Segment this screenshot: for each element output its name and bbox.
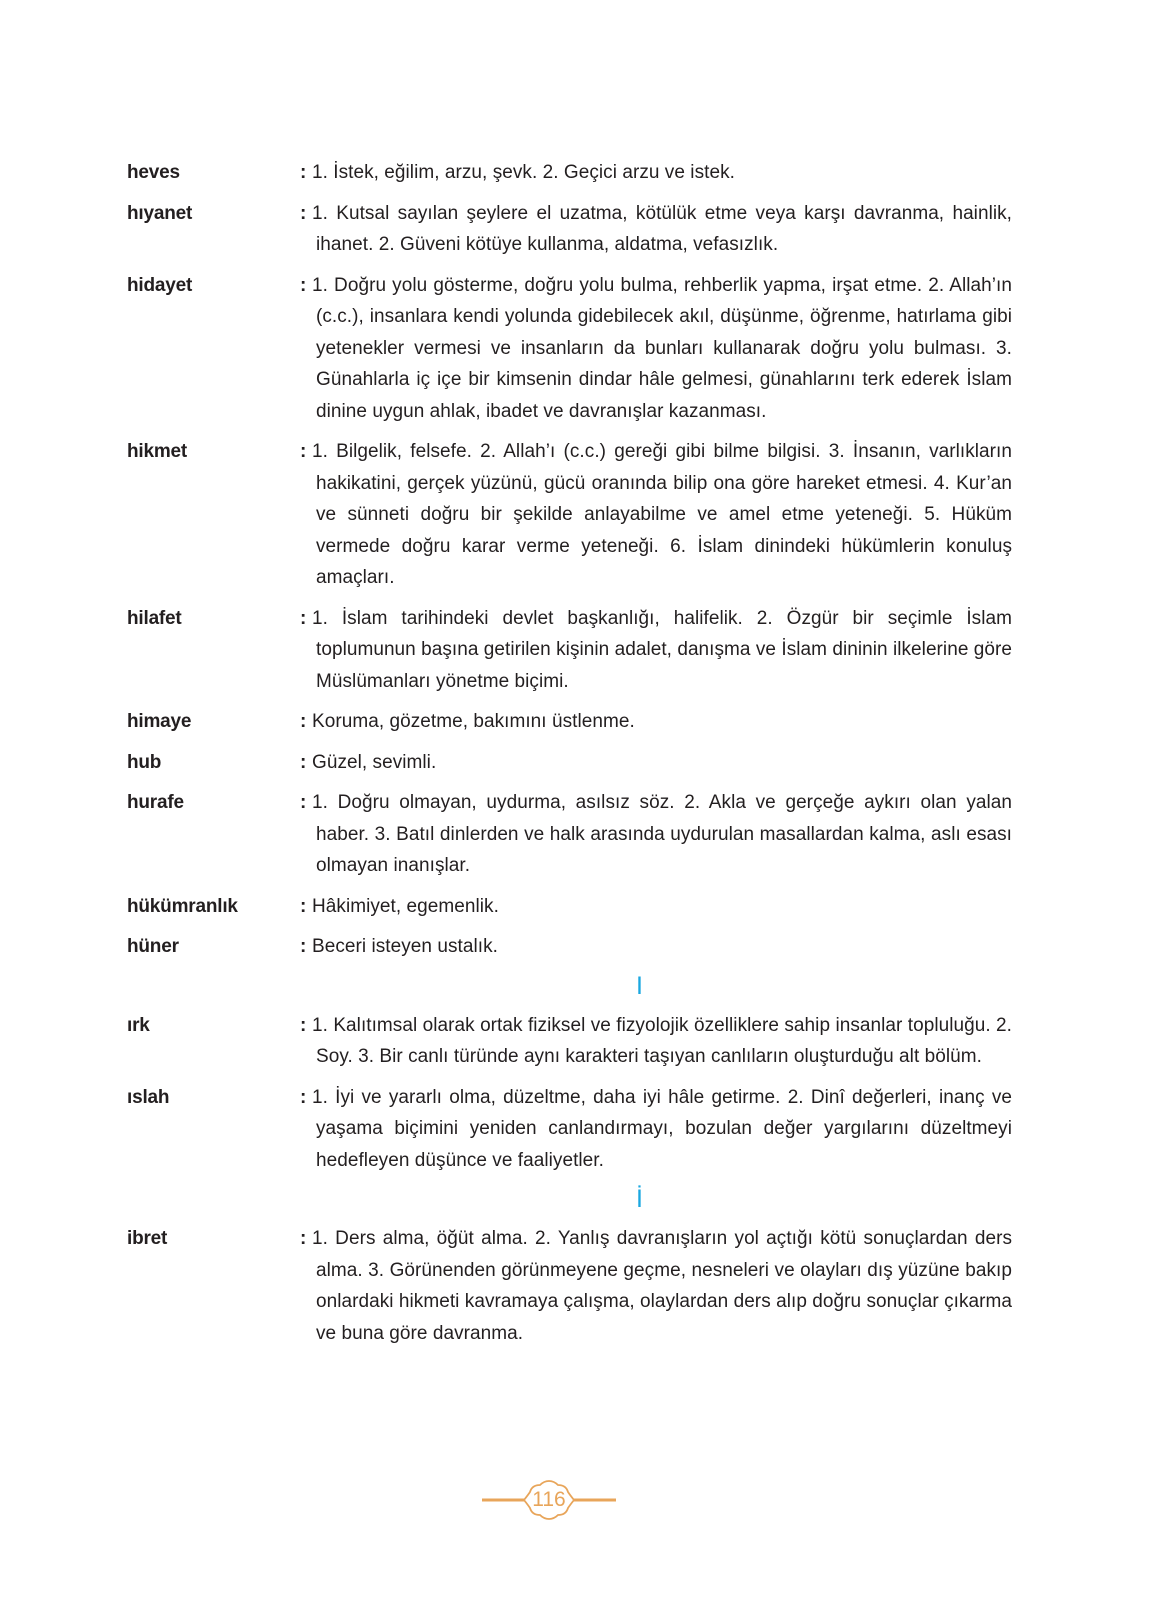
glossary-entry	[127, 1223, 1012, 1349]
entry-term: hilafet	[127, 607, 182, 629]
entry-term: hub	[127, 751, 162, 773]
entry-definition: 1. Bilgelik, felsefe. 2. Allah’ı (c.c.) gereği gibi bilme bilgisi. 3. İnsanın, varlıkların hakikatini, gerçek yüzünü, gücü oranında bilip ona göre hareket etmesi. 4. Kur’an ve sünneti doğru bir şekilde anlayabilme ve amel etme yeteneği. 5. Hüküm vermede doğru karar verme yeteneği. 6. İslam dinindeki hükümlerin konuluş amaçları.	[312, 441, 1012, 588]
entry-term: hurafe	[127, 792, 184, 813]
entry-definition: Beceri isteyen ustalık.	[312, 936, 498, 957]
glossary-entry	[127, 787, 1012, 882]
entry-separator: :	[300, 711, 307, 732]
glossary-entry	[127, 270, 1012, 428]
glossary-entry	[127, 747, 1012, 779]
glossary-entry	[127, 157, 1012, 189]
entry-separator: :	[300, 936, 307, 957]
glossary-entry	[127, 931, 1012, 963]
entry-separator: :	[300, 162, 307, 183]
entry-term: ıslah	[127, 1086, 170, 1108]
glossary-entry	[127, 198, 1012, 261]
glossary-entry	[127, 891, 1012, 923]
glossary-entry	[127, 706, 1012, 738]
entry-separator: :	[300, 1086, 307, 1108]
glossary-entry	[127, 1082, 1012, 1177]
glossary-entry	[127, 603, 1012, 698]
letter-heading: İ	[636, 1185, 643, 1213]
entry-term: heves	[127, 162, 180, 183]
entry-term: ırk	[127, 1014, 150, 1036]
entry-definition: 1. Kalıtımsal olarak ortak fiziksel ve fizyolojik özelliklere sahip insanlar topluluğu. 2. Soy. 3. Bir canlı türünde aynı karakteri taşıyan canlıların oluşturduğu alt bölüm.	[312, 1014, 1012, 1067]
letter-heading: I	[636, 971, 643, 1000]
entry-separator: :	[300, 895, 307, 917]
entry-definition: 1. Doğru olmayan, uydurma, asılsız söz. 2. Akla ve gerçeğe aykırı olan yalan haber. 3. Batıl dinlerden ve halk arasında uydurulan masallardan kalma, aslı esası olmayan inanışlar.	[312, 792, 1012, 876]
entry-separator: :	[300, 202, 307, 224]
entry-separator: :	[300, 792, 307, 813]
glossary-entry	[127, 1010, 1012, 1073]
entry-separator: :	[300, 751, 307, 773]
entry-definition: 1. İstek, eğilim, arzu, şevk. 2. Geçici arzu ve istek.	[312, 162, 735, 183]
entry-separator: :	[300, 441, 307, 462]
entry-separator: :	[300, 607, 307, 629]
entry-definition: 1. Doğru yolu gösterme, doğru yolu bulma, rehberlik yapma, irşat etme. 2. Allah’ın (c.c.), insanlara kendi yolunda gidebilecek akıl, düşünme, öğrenme, hatırlama gibi yetenekler vermesi ve insanların da bunları kullanarak doğru yolu bulması. 3. Günahlarla iç içe bir kimsenin dindar hâle gelmesi, günahlarını terk ederek İslam dinine uygun ahlak, ibadet ve davranışlar kazanması.	[312, 274, 1012, 422]
entry-definition: Güzel, sevimli.	[312, 751, 437, 773]
page-number: 116	[532, 1488, 566, 1511]
entry-term: himaye	[127, 711, 192, 732]
entry-separator: :	[300, 1014, 307, 1036]
entry-term: hüner	[127, 936, 179, 957]
entry-definition: 1. Ders alma, öğüt alma. 2. Yanlış davranışların yol açtığı kötü sonuçlardan ders alma. 3. Görünenden görünmeyene geçme, nesneleri ve olayları dış yüzüne bakıp onlardaki hikmeti kavramaya çalışma, olaylardan ders alıp doğru sonuçlar çıkarma ve buna göre davranma.	[312, 1228, 1012, 1344]
page-footer	[482, 1480, 616, 1520]
entry-definition: 1. İslam tarihindeki devlet başkanlığı, halifelik. 2. Özgür bir seçimle İslam toplumunun başına getirilen kişinin adalet, danışma ve İslam dininin ilkelerine göre Müslümanları yönetme biçimi.	[312, 607, 1012, 692]
entry-term: hidayet	[127, 274, 193, 296]
entry-definition: 1. İyi ve yararlı olma, düzeltme, daha iyi hâle getirme. 2. Dinî değerleri, inanç ve yaşama biçimini yeniden canlandırmayı, bozulan değer yargılarını düzeltmeyi hedefleyen düşünce ve faaliyetler.	[312, 1086, 1012, 1171]
entry-term: ibret	[127, 1228, 168, 1249]
entry-term: hikmet	[127, 441, 188, 462]
glossary-entry	[127, 436, 1012, 594]
glossary	[127, 157, 1012, 1358]
entry-definition: Hâkimiyet, egemenlik.	[312, 895, 499, 917]
entry-definition: 1. Kutsal sayılan şeylere el uzatma, kötülük etme veya karşı davranma, hainlik, ihanet. 2. Güveni kötüye kullanma, aldatma, vefasızlık.	[312, 202, 1012, 255]
entry-term: hükümranlık	[127, 895, 238, 917]
entry-separator: :	[300, 274, 307, 296]
entry-definition: Koruma, gözetme, bakımını üstlenme.	[312, 711, 635, 732]
entry-term: hıyanet	[127, 202, 193, 224]
entry-separator: :	[300, 1228, 307, 1249]
